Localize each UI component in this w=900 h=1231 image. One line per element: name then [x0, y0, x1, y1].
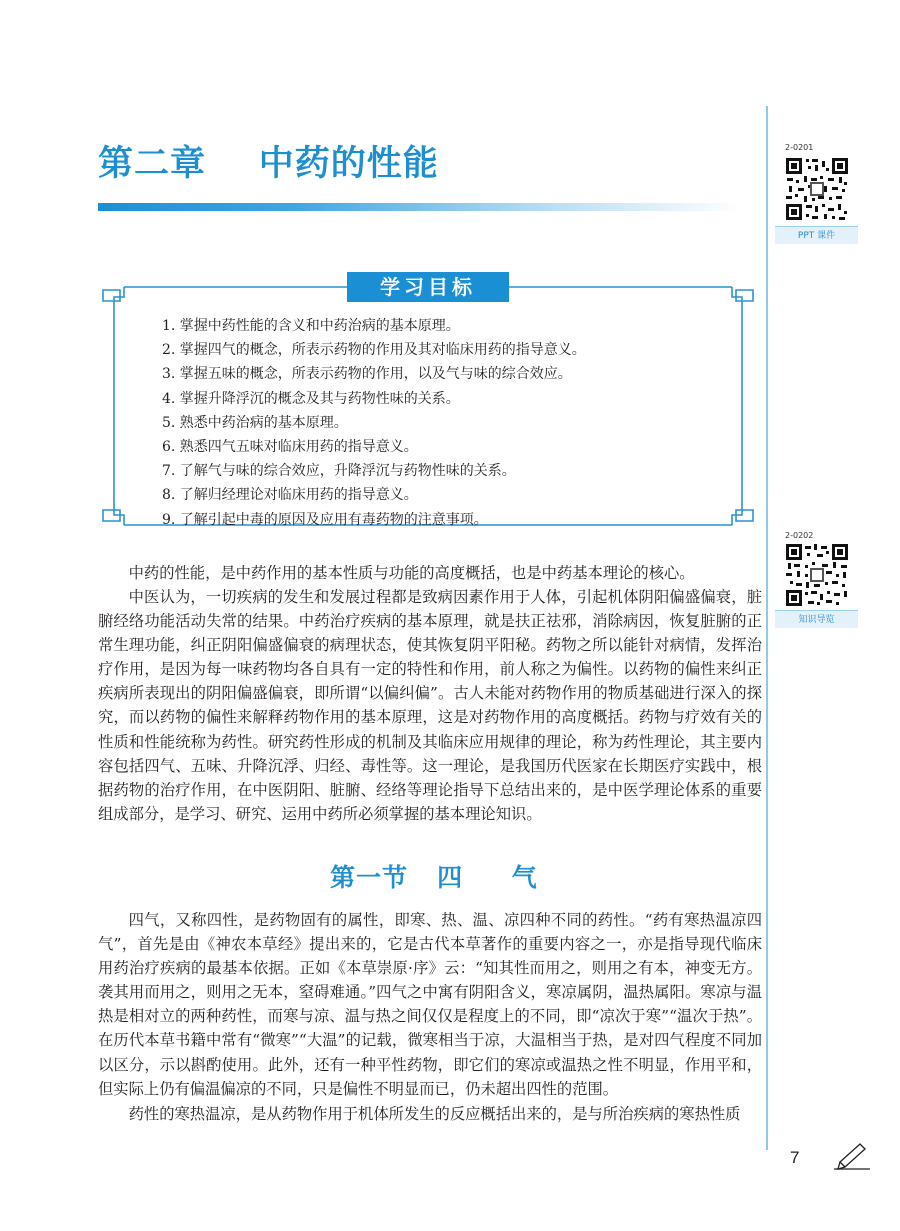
body-paragraph: 四气，又称四性，是药物固有的属性，即寒、热、温、凉四种不同的药性。“药有寒热温凉四气”，首先是由《神农本草经》提出来的，它是古代本草著作的重要内容之一，亦是指导现代临床用药治疗疾病的最基本依据。正如《本草崇原·序》云：“知其性而用之，则用之有本，神变无方。袭其用而用之，则用之无本，窒碍难通。”四气之中寓有阴阳含义，寒凉属阴，温热属阳。寒凉与温热是相对立的两种药性，而寒与凉、温与热之间仅仅是程度上的不同，即“凉次于寒”“温次于热”。在历代本草书籍中常有“微寒”“大温”的记载，微寒相当于凉，大温相当于热，是对四气程度不同加以区分，示以斟酌使用。此外，还有一种平性药物，即它们的寒凉或温热之性不明显，作用平和，但实际上仍有偏温偏凉的不同，只是偏性不明显而已，仍未超出四性的范围。 [98, 911, 762, 1098]
objective-item: 4. 掌握升降浮沉的概念及其与药物性味的关系。 [162, 390, 460, 407]
body-paragraph: 药性的寒热温凉，是从药物作用于机体所发生的反应概括出来的，是与所治疾病的寒热性质 [128, 1105, 741, 1123]
objective-item: 2. 掌握四气的概念，所表示药物的作用及其对临床用药的指导意义。 [162, 342, 586, 359]
qr-code-label: 2-0202 [785, 531, 814, 540]
body-paragraph: 中医认为，一切疾病的发生和发展过程都是致病因素作用于人体，引起机体阴阳偏盛偏衰，脏腑经络功能活动失常的结果。中药治疗疾病的基本原理，就是扶正祛邪，消除病因，恢复脏腑的正常生理功能，纠正阴阳偏盛偏衰的病理状态，使其恢复阴平阳秘。药物之所以能针对病情，发挥治疗作用，是因为每一味药物均各自具有一定的特性和作用，前人称之为偏性。以药物的偏性来纠正疾病所表现出的阴阳偏盛偏衰，即所谓“以偏纠偏”。古人未能对药物作用的物质基础进行深入的探究，而以药物的偏性来解释药物作用的基本原理，这是对药物作用的高度概括。药物与疗效有关的性质和性能统称为药性。研究药性形成的机制及其临床应用规律的理论，称为药性理论，其主要内容包括四气、五味、升降沉浮、归经、毒性等。这一理论，是我国历代医家在长期医疗实践中，根据药物的治疗作用，在中医阴阳、脏腑、经络等理论指导下总结出来的，是中医学理论体系的重要组成部分，是学习、研究、运用中药所必须掌握的基本理论知识。 [98, 588, 762, 823]
objective-item: 9. 了解引起中毒的原因及应用有毒药物的注意事项。 [162, 511, 488, 528]
pen-icon [832, 1140, 872, 1174]
objective-item: 1. 掌握中药性能的含义和中药治病的基本原理。 [162, 318, 460, 334]
title-gradient-bar [98, 203, 743, 211]
objective-item: 5. 熟悉中药治病的基本原理。 [162, 414, 348, 431]
objectives-header: 学习目标 [347, 272, 509, 302]
qr-caption-knowledge: 知识导览 [775, 610, 858, 628]
page-number: 7 [790, 1148, 800, 1167]
section-title: 第一节 四 气 [330, 863, 538, 892]
qr-code-knowledge[interactable] [784, 542, 850, 608]
objective-item: 6. 熟悉四气五味对临床用药的指导意义。 [162, 439, 418, 456]
learning-objectives-box [100, 270, 756, 542]
objective-item: 3. 掌握五味的概念，所表示药物的作用，以及气与味的综合效应。 [162, 366, 572, 383]
objectives-list [162, 314, 586, 532]
objective-item: 8. 了解归经理论对临床用药的指导意义。 [162, 487, 418, 504]
body-paragraph: 中药的性能，是中药作用的基本性质与功能的高度概括，也是中药基本理论的核心。 [128, 564, 695, 582]
qr-caption-ppt: PPT 课件 [775, 226, 858, 244]
qr-code-label: 2-0201 [785, 143, 814, 152]
side-rule [766, 106, 768, 1150]
chapter-title: 第二章 中药的性能 [98, 144, 439, 184]
objective-item: 7. 了解气与味的综合效应，升降浮沉与药物性味的关系。 [162, 463, 516, 480]
qr-code-ppt[interactable] [784, 156, 850, 222]
